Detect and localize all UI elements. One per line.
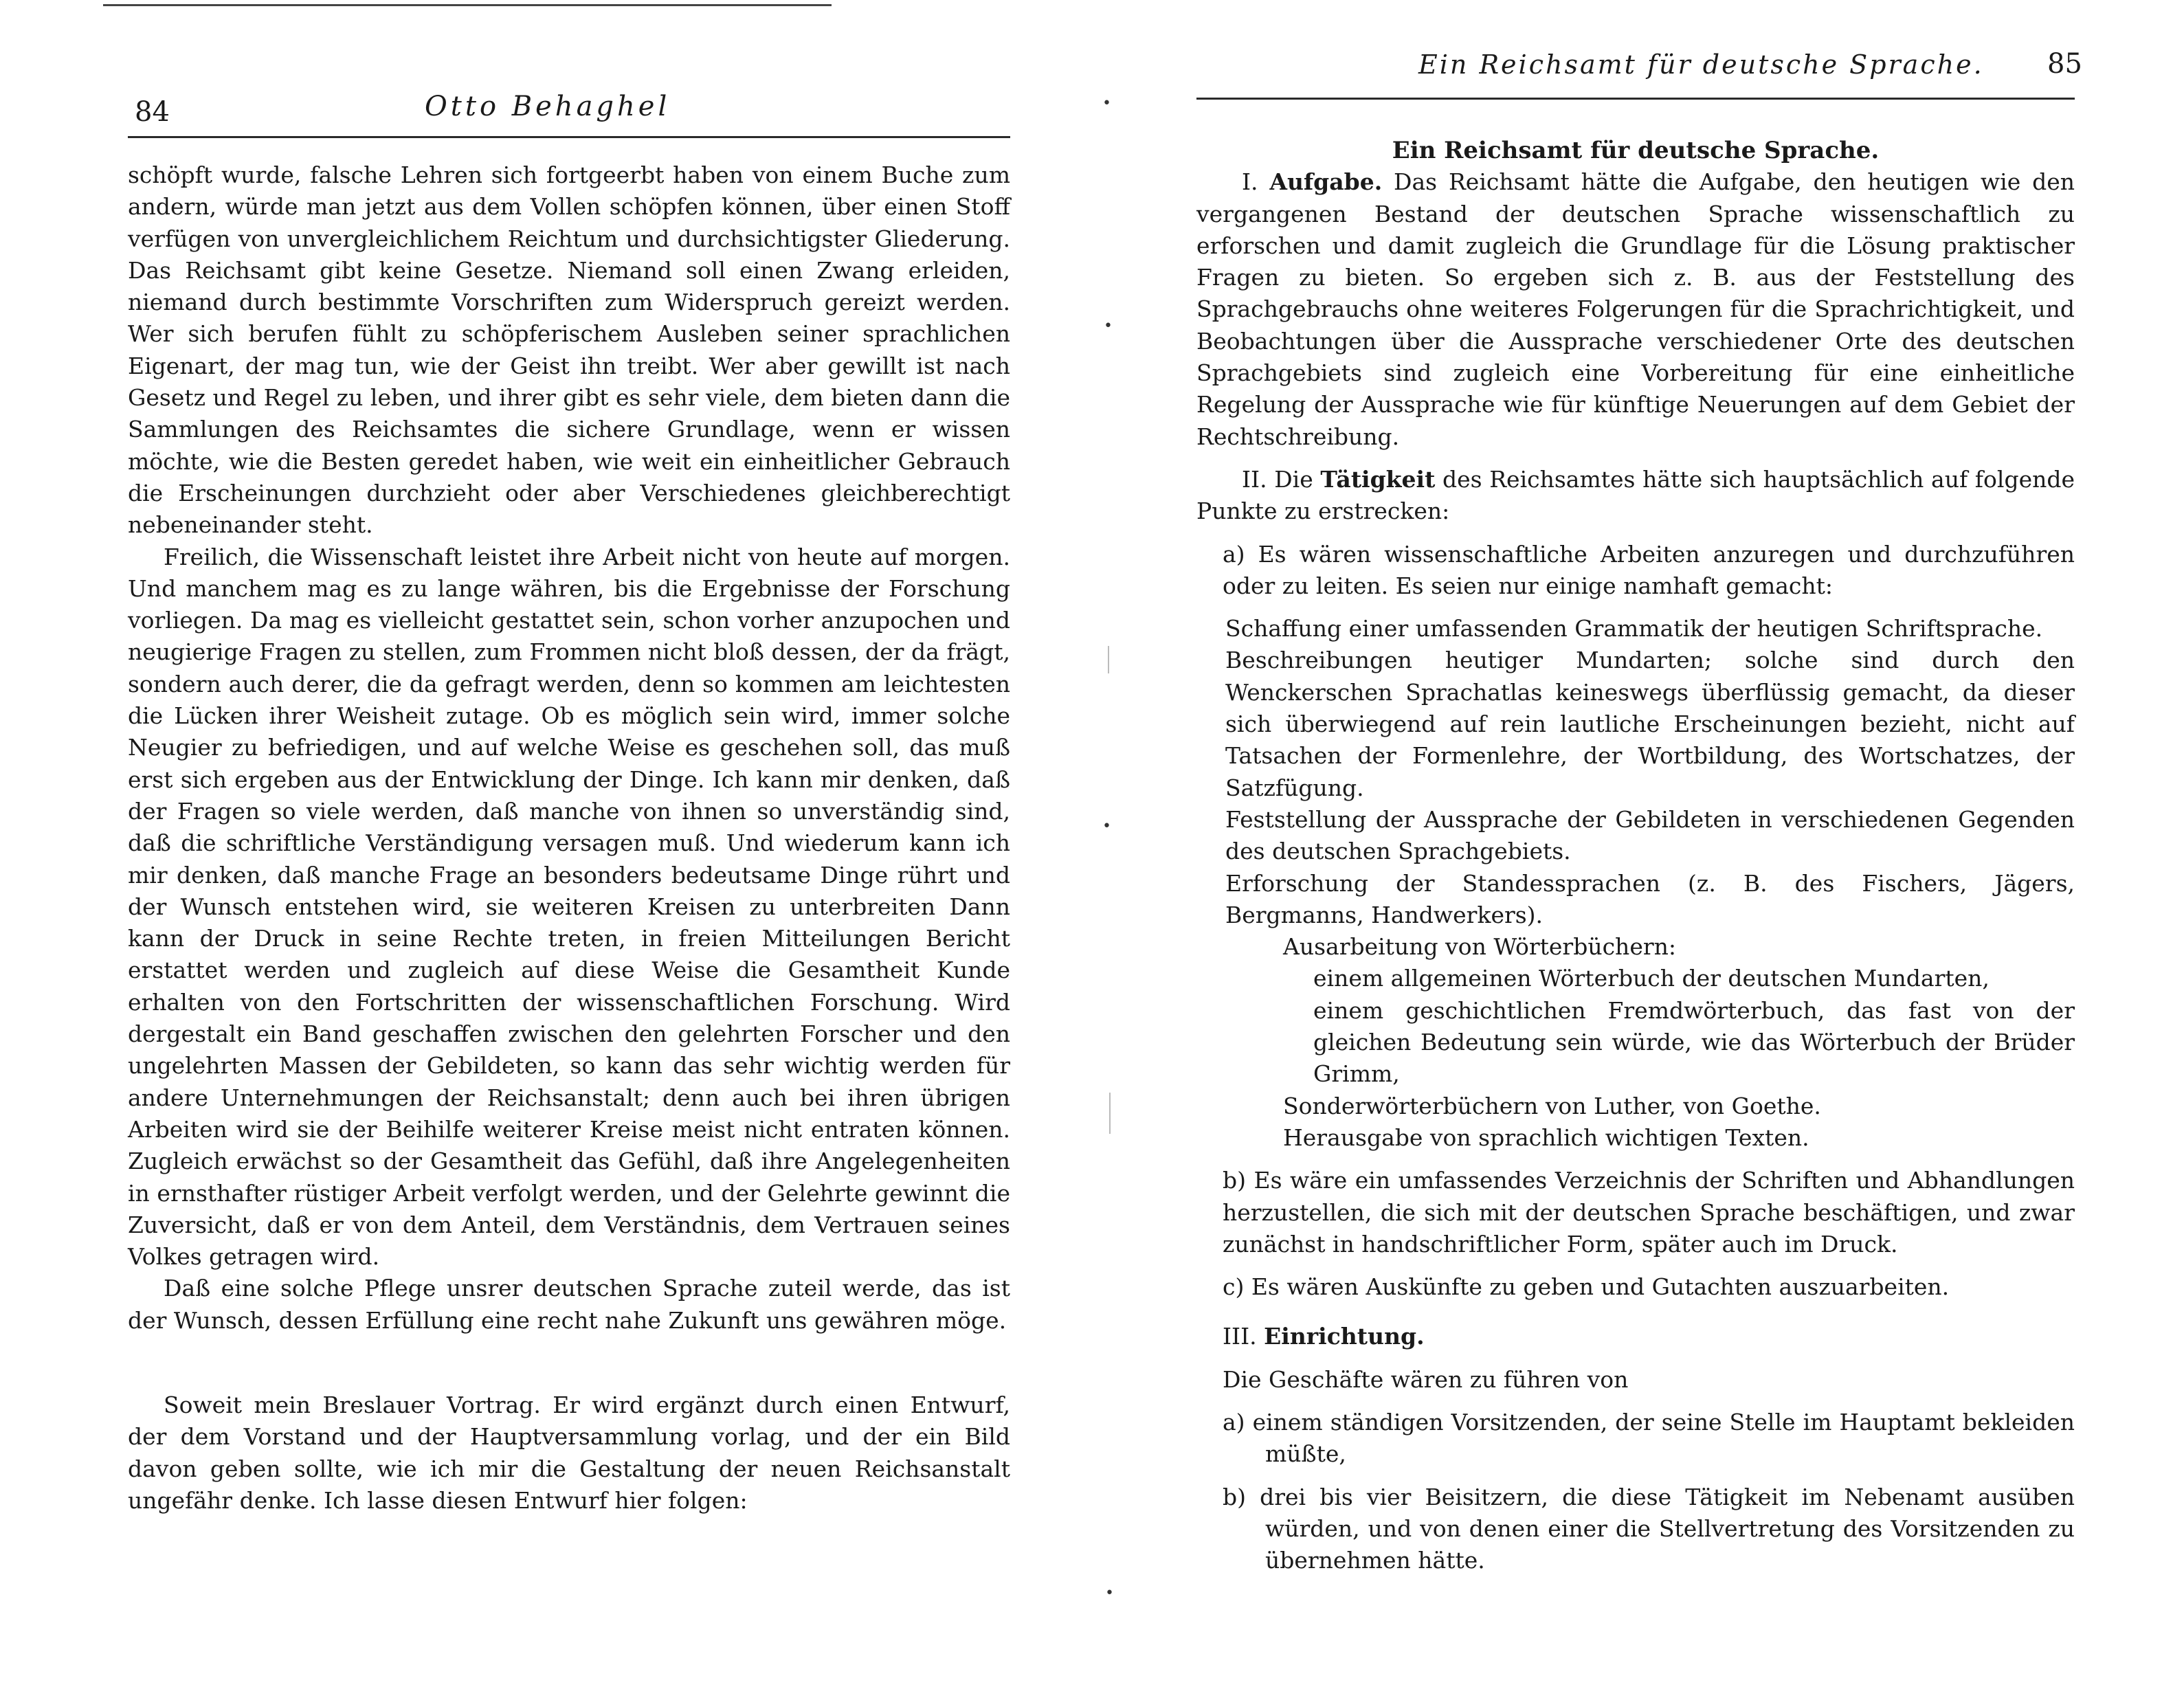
gutter-mark: • — [1102, 95, 1111, 112]
header-rule-left — [128, 136, 1010, 138]
list-item-b: b) Es wäre ein umfassendes Verzeichnis der Schriften und Abhandlungen herzustellen, die sich mit der deutschen Sprache beschäftigen, und zwar zunächst in handschriftlicher Form, später auch im Druck. — [1223, 1167, 2075, 1258]
list-item: Sonderwörterbüchern von Luther, von Goethe. — [1283, 1092, 1821, 1119]
right-body-text — [1196, 135, 2075, 1576]
page-number-left: 84 — [135, 96, 170, 128]
section-text: des Reichsamtes hätte sich hauptsächlich auf folgende Punkte zu erstrecken: — [1196, 465, 2075, 525]
section-aufgabe — [1196, 166, 2075, 453]
list-subitem: einem allgemeinen Wörterbuch der deutschen Mundarten, — [1313, 965, 1990, 992]
paragraph: Freilich, die Wissenschaft leistet ihre Arbeit nicht von heute auf morgen. Und manchem mag es zu lange währen, bis die Ergebnisse der Forschung vorliegen. Da mag es vielleicht gestattet sein, schon vorher anzupochen und neugierige Fragen zu stellen, zum Frommen nicht bloß dessen, der da frägt, sondern auch derer, die da gefragt werden, denn so kommen am leichtesten die Lücken ihrer Weisheit zutage. Ob es möglich sein wird, immer solche Neugier zu befriedigen, und auf welche Weise es geschehen soll, das muß erst sich ergeben aus der Entwicklung der Dinge. Ich kann mir denken, daß der Fragen so viele werden, daß manche von ihnen so unverständig sind, daß die schriftliche Verständigung versagen muß. Und wiederum kann ich mir denken, daß manche Frage an besonders bedeutsame Dinge rührt und der Wunsch entstehen wird, sie weiteren Kreisen zu unterbreiten Dann kann der Druck in seine Rechte treten, in freien Mitteilungen Bericht erstattet werden und zugleich auf diese Weise die Gesamtheit Kunde erhalten von den Fortschritten der wissenschaftlichen Forschung. Wird dergestalt ein Band geschaffen zwischen den gelehrten Forscher und den ungelehrten Massen der Gebildeten, so kann das sehr wichtig werden für andere Unternehmungen der Reichsanstalt; denn auch bei ihren übrigen Arbeiten wird sie der Beihilfe weiterer Kreise meist nicht entraten können. Zugleich erwächst so der Gesamtheit das Gefühl, daß ihre Angelegenheiten in ernsthafter rüstiger Arbeit verfolgt werden, und der Gelehrte gewinnt die Zuversicht, daß er von dem Anteil, dem Verständnis, dem Vertrauen seines Volkes getragen wird. — [128, 543, 1010, 1271]
paragraph: schöpft wurde, falsche Lehren sich fortgeerbt haben von einem Buche zum andern, würde man jetzt aus dem Vollen schöpfen können, über einen Stoff verfügen von unvergleichlichem Reichtum und durchsichtigster Gliederung. Das Reichsamt gibt keine Gesetze. Niemand soll einen Zwang erleiden, niemand durch bestimmte Vorschriften zum Widerspruch gereizt werden. Wer sich berufen fühlt zu schöpferischem Ausleben seiner sprachlichen Eigenart, der mag tun, wie der Geist ihn treibt. Wer aber gewillt ist nach Gesetz und Regel zu leben, und ihrer gibt es sehr viele, dem bieten dann die Sammlungen des Reichsamtes die sichere Grundlage, wenn er wissen möchte, wie die Besten geredet haben, wie weit ein einheitlicher Gebrauch die Erscheinungen durchzieht oder aber Verschiedenes gleichberechtigt nebeneinander steht. — [128, 161, 1010, 539]
list-subitem: einem geschichtlichen Fremdwörterbuch, das fast von der gleichen Bedeutung sein würde, wie das Wörterbuch der Brüder Grimm, — [1313, 996, 2075, 1088]
left-body-text — [128, 159, 1010, 1337]
list-item-c: c) Es wären Auskünfte zu geben und Gutachten auszuarbeiten. — [1223, 1273, 1950, 1301]
list-item: a) einem ständigen Vorsitzenden, der seine Stelle im Hauptamt bekleiden müßte, — [1223, 1408, 2075, 1468]
section-heading: Tätigkeit — [1320, 465, 1436, 493]
section-heading: Einrichtung. — [1264, 1323, 1425, 1350]
gutter-mark: • — [1105, 1585, 1114, 1602]
right-page — [1092, 0, 2184, 1698]
list-item: Feststellung der Aussprache der Gebildeten in verschiedenen Gegenden des deutschen Sprachgebiets. — [1225, 805, 2075, 865]
list-item: Erforschung der Standessprachen (z. B. des Fischers, Jägers, Bergmanns, Handwerkers). — [1225, 869, 2075, 928]
section-einrichtung — [1196, 1321, 2075, 1352]
section-text: Das Reichsamt hätte die Aufgabe, den heutigen wie den vergangenen Bestand der deutschen Sprache wissenschaftlich zu erforschen und damit zugleich die Grundlage für die Lösung praktischer Fragen zu bieten. So ergeben sich z. B. aus der Feststellung des Sprachgebrauchs ohne weiteres Folgerungen für die Sprachrichtigkeit, und Beobachtungen über die Aussprache verschiedener Orte des deutschen Sprachgebiets sind zugleich eine Vorbereitung für eine einheitliche Regelung der Aussprache wie für künftige Neuerungen auf dem Gebiet der Rechtschreibung. — [1196, 168, 2075, 450]
header-rule-right — [1196, 98, 2075, 100]
section-heading: Aufgabe. — [1269, 168, 1383, 196]
section-number: II. — [1242, 465, 1267, 493]
section-number: III. — [1223, 1323, 1257, 1350]
page-number-right: 85 — [2047, 48, 2082, 80]
gutter-mark: • — [1102, 818, 1111, 835]
running-head-left: Otto Behaghel — [425, 91, 671, 122]
list-item: Schaffung einer umfassenden Grammatik der heutigen Schriftsprache. — [1225, 615, 2043, 643]
list-item: Ausarbeitung von Wörterbüchern: — [1283, 933, 1676, 961]
section-taetigkeit — [1196, 464, 2075, 528]
left-closing-text — [128, 1389, 1010, 1517]
section-number: I. — [1242, 168, 1258, 196]
list-item-a: a) Es wären wissenschaftliche Arbeiten anzuregen und durchzuführen oder zu leiten. Es seien nur einige namhaft gemacht: — [1223, 540, 2075, 599]
section-title: Ein Reichsamt für deutsche Sprache. — [1392, 137, 1880, 164]
list-item: Beschreibungen heutiger Mundarten; solche sind durch den Wenckerschen Sprachatlas keineswegs überflüssig gemacht, da dieser sich überwiegend auf rein lautliche Erscheinungen bezieht, nicht auf Tatsachen der Formenlehre, der Wortbildung, des Wortschatzes, der Satzfügung. — [1225, 647, 2075, 801]
paragraph: Daß eine solche Pflege unsrer deutschen Sprache zuteil werde, das ist der Wunsch, dessen Erfüllung eine recht nahe Zukunft uns gewähren möge. — [128, 1275, 1010, 1334]
closing-paragraph: Soweit mein Breslauer Vortrag. Er wird ergänzt durch einen Entwurf, der dem Vorstand und der Hauptversammlung vorlag, und der ein Bild davon geben sollte, wie ich mir die Gestaltung der neuen Reichsanstalt ungefähr denke. Ich lasse diesen Entwurf hier folgen: — [128, 1392, 1010, 1514]
list-item: b) drei bis vier Beisitzern, die diese Tätigkeit im Nebenamt ausüben würden, und von denen einer die Stellvertretung des Vorsitzenden zu übernehmen hätte. — [1223, 1483, 2075, 1574]
section-text-prefix: Die — [1274, 465, 1313, 493]
top-edge-line — [103, 4, 832, 6]
gutter-mark: • — [1104, 317, 1113, 335]
list-item: Herausgabe von sprachlich wichtigen Texten. — [1283, 1124, 1809, 1151]
running-head-right: Ein Reichsamt für deutsche Sprache. — [1418, 49, 1984, 80]
section-text: Die Geschäfte wären zu führen von — [1223, 1365, 1629, 1393]
